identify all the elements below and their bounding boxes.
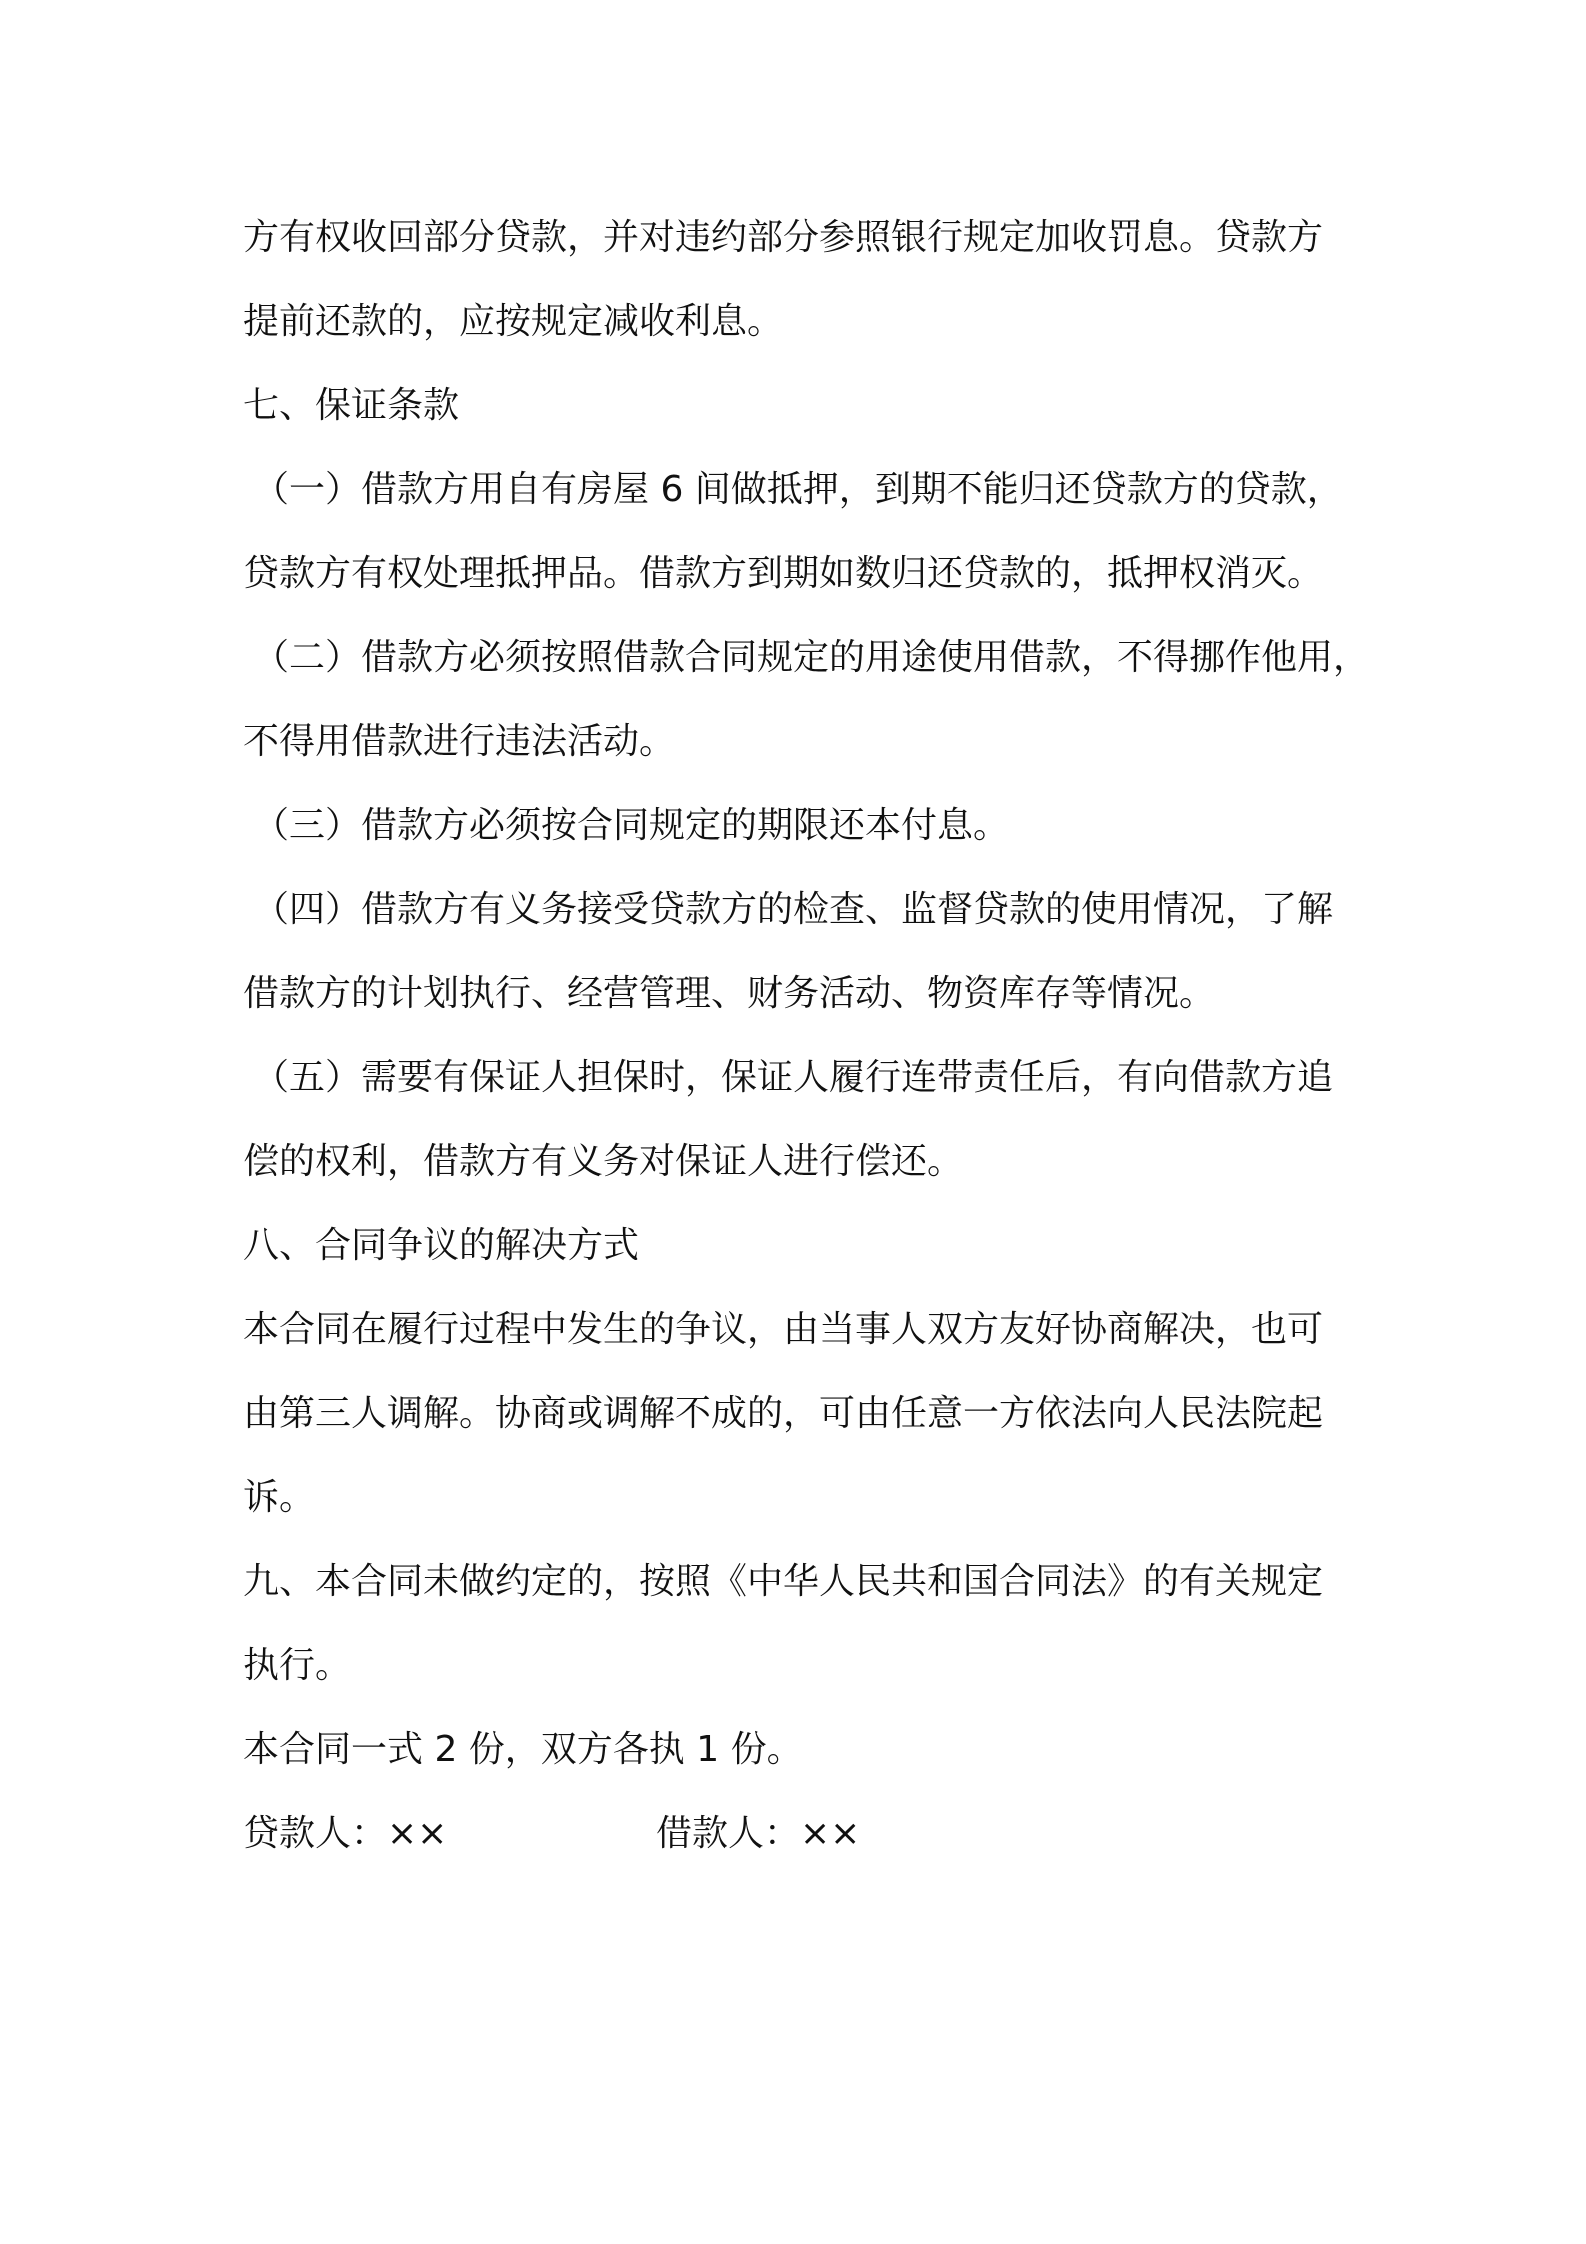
- paragraph-line: 本合同一式 2 份，双方各执 1 份。: [243, 1729, 803, 1770]
- paragraph-line: 方有权收回部分贷款，并对违约部分参照银行规定加收罚息。贷款方: [243, 217, 1324, 258]
- paragraph-line: 由第三人调解。协商或调解不成的，可由任意一方依法向人民法院起: [243, 1393, 1324, 1434]
- section-heading: 七、保证条款: [243, 385, 460, 426]
- paragraph-line: 不得用借款进行违法活动。: [243, 721, 676, 762]
- paragraph-line: 借款方的计划执行、经营管理、财务活动、物资库存等情况。: [243, 973, 1216, 1014]
- clause-line: （二）借款方必须按照借款合同规定的用途使用借款，不得挪作他用，: [253, 637, 1370, 678]
- clause-line: （三）借款方必须按合同规定的期限还本付息。: [253, 805, 1010, 846]
- borrower-signature: 借款人：××: [656, 1813, 861, 1854]
- paragraph-line: 本合同在履行过程中发生的争议，由当事人双方友好协商解决，也可: [243, 1309, 1324, 1350]
- section-heading: 九、本合同未做约定的，按照《中华人民共和国合同法》的有关规定: [243, 1561, 1324, 1602]
- signature-row: [243, 1792, 1363, 1876]
- clause-line: （五）需要有保证人担保时，保证人履行连带责任后，有向借款方追: [253, 1057, 1334, 1098]
- section-heading: 八、合同争议的解决方式: [243, 1225, 640, 1266]
- paragraph-line: 贷款方有权处理抵押品。借款方到期如数归还贷款的，抵押权消灭。: [243, 553, 1324, 594]
- document-body: [243, 196, 1370, 1876]
- paragraph-line: 执行。: [243, 1645, 352, 1686]
- lender-signature: 贷款人：××: [243, 1813, 448, 1854]
- clause-line: （一）借款方用自有房屋 6 间做抵押，到期不能归还贷款方的贷款，: [253, 469, 1343, 510]
- clause-line: （四）借款方有义务接受贷款方的检查、监督贷款的使用情况，了解: [253, 889, 1334, 930]
- paragraph-line: 诉。: [243, 1477, 316, 1518]
- paragraph-line: 偿的权利，借款方有义务对保证人进行偿还。: [243, 1141, 964, 1182]
- paragraph-line: 提前还款的，应按规定减收利息。: [243, 301, 784, 342]
